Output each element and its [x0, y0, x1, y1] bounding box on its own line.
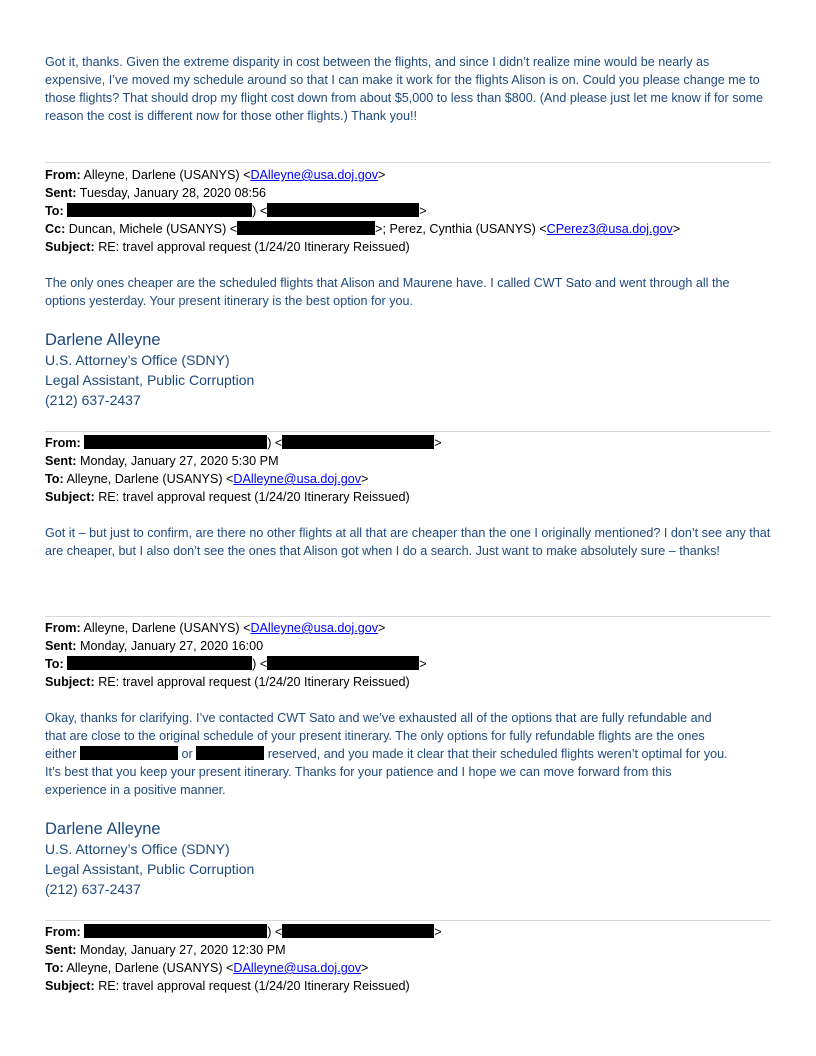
email-link[interactable]: DAlleyne@usa.doj.gov [233, 961, 362, 975]
from-line: From: ) < > [45, 925, 442, 939]
signature-office: U.S. Attorney’s Office (SDNY) [45, 841, 230, 857]
signature-title: Legal Assistant, Public Corruption [45, 372, 255, 388]
to-line: To: Alleyne, Darlene (USANYS) <DAlleyne@usa.doj.gov> [45, 961, 369, 975]
signature [45, 330, 771, 410]
email-link[interactable]: DAlleyne@usa.doj.gov [233, 472, 362, 486]
redaction [196, 746, 264, 760]
message-body: Okay, thanks for clarifying. I’ve contacted CWT Sato and we’ve exhausted all of the options that are fully refundable and that are close to the original schedule of your present itinerary. The only options for fully refundable flights are the ones either or reserved, and you made it clear that their scheduled flights weren’t optimal for you. It’s best that you keep your present itinerary. Thanks for your patience and I hope we can move forward from this experience in a positive manner. [45, 711, 728, 797]
email-link[interactable]: DAlleyne@usa.doj.gov [250, 168, 379, 182]
redaction [267, 656, 419, 670]
from-line: From: ) < > [45, 436, 442, 450]
redaction [67, 203, 252, 217]
to-line: To: Alleyne, Darlene (USANYS) <DAlleyne@usa.doj.gov> [45, 472, 369, 486]
redaction [84, 924, 267, 938]
divider [45, 431, 771, 432]
divider [45, 616, 771, 617]
from-line: From: Alleyne, Darlene (USANYS) <DAlleyne@usa.doj.gov> [45, 168, 386, 182]
email-header [45, 923, 771, 995]
signature-title: Legal Assistant, Public Corruption [45, 861, 255, 877]
to-line: To: ) < > [45, 657, 427, 671]
email-header [45, 619, 771, 691]
signature-name: Darlene Alleyne [45, 820, 161, 838]
email-link[interactable]: DAlleyne@usa.doj.gov [250, 621, 379, 635]
redaction [67, 656, 252, 670]
email-link[interactable]: CPerez3@usa.doj.gov [546, 222, 673, 236]
signature-phone: (212) 637-2437 [45, 881, 141, 897]
message-body: Got it – but just to confirm, are there no other flights at all that are cheaper than the one I originally mentioned? I don’t see any that are cheaper, but I also don’t see the ones that Alison got when I do a search. Just want to make absolutely sure – thanks! [45, 526, 771, 558]
divider [45, 920, 771, 921]
redaction [84, 435, 267, 449]
redaction [282, 435, 434, 449]
redaction [267, 203, 419, 217]
redaction [282, 924, 434, 938]
from-line: From: Alleyne, Darlene (USANYS) <DAlleyne@usa.doj.gov> [45, 621, 386, 635]
message-body: Got it, thanks. Given the extreme disparity in cost between the flights, and since I didn’t realize mine would be nearly as expensive, I’ve moved my schedule around so that I can make it work for the flights Alison is on. Could you please change me to those flights? That should drop my flight cost down from about $5,000 to less than $800. (And please just let me know if for some reason the cost is different now for those other flights.) Thank you!! [45, 55, 764, 123]
subject-line: Subject: RE: travel approval request (1/24/20 Itinerary Reissued) [45, 979, 410, 993]
subject-line: Subject: RE: travel approval request (1/24/20 Itinerary Reissued) [45, 490, 410, 504]
cc-line: Cc: Duncan, Michele (USANYS) < >; Perez, Cynthia (USANYS) <CPerez3@usa.doj.gov> [45, 222, 681, 236]
signature-office: U.S. Attorney’s Office (SDNY) [45, 352, 230, 368]
sent-line: Sent: Monday, January 27, 2020 16:00 [45, 639, 264, 653]
email-header [45, 434, 771, 506]
subject-line: Subject: RE: travel approval request (1/24/20 Itinerary Reissued) [45, 240, 410, 254]
signature-name: Darlene Alleyne [45, 331, 161, 349]
to-line: To: ) < > [45, 204, 427, 218]
sent-line: Sent: Monday, January 27, 2020 5:30 PM [45, 454, 279, 468]
redaction [80, 746, 178, 760]
email-header [45, 166, 771, 256]
sent-line: Sent: Monday, January 27, 2020 12:30 PM [45, 943, 286, 957]
divider [45, 162, 771, 163]
signature [45, 819, 771, 899]
redaction [237, 221, 375, 235]
signature-phone: (212) 637-2437 [45, 392, 141, 408]
message-body: The only ones cheaper are the scheduled flights that Alison and Maurene have. I called CWT Sato and went through all the options yesterday. Your present itinerary is the best option for you. [45, 276, 730, 308]
sent-line: Sent: Tuesday, January 28, 2020 08:56 [45, 186, 267, 200]
subject-line: Subject: RE: travel approval request (1/24/20 Itinerary Reissued) [45, 675, 410, 689]
